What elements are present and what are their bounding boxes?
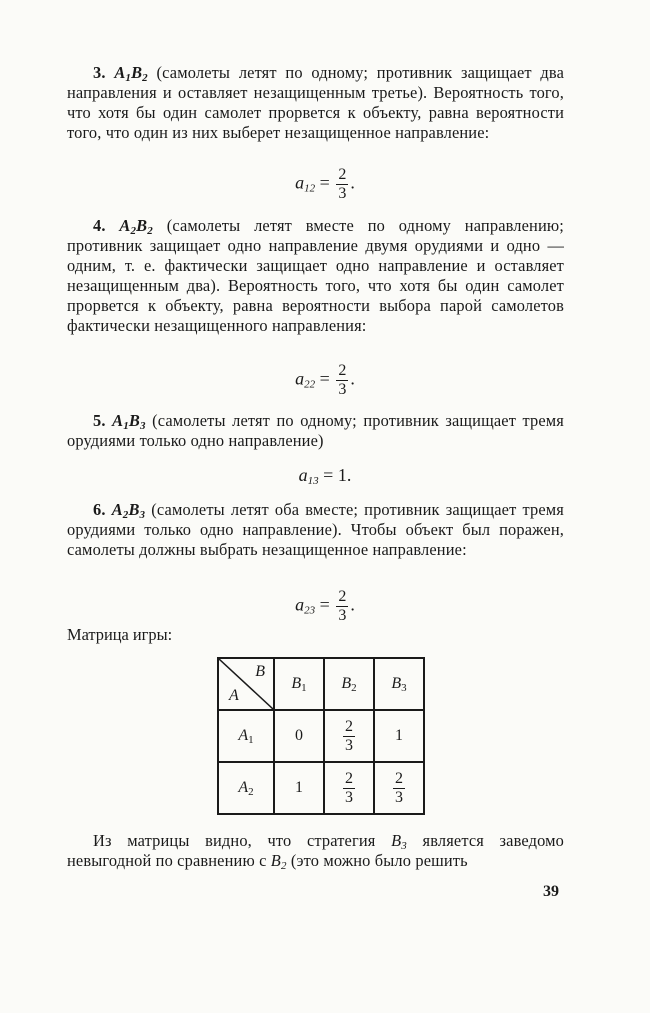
table-cell: $\frac{2}{3}$ — [324, 762, 374, 814]
paragraph-final-body: Из матрицы видно, что стратегия $B_3$ является заведомо невыгодной по сравнению с $B_2$ (это можно было решить — [67, 831, 564, 872]
strategy-pair: $A_1B_3$ — [112, 411, 146, 432]
formula-a22: $a_{22}$ = $\frac{2}{3}$ . — [295, 362, 355, 398]
paragraph-3 — [67, 63, 564, 143]
table-cell: 1 — [374, 710, 424, 762]
item-number: 6. — [93, 500, 106, 519]
paragraph-5 — [67, 411, 564, 451]
table-row — [218, 710, 424, 762]
paragraph-4-body — [67, 216, 564, 336]
row-header: $A_1$ — [218, 710, 274, 762]
formula-a23: $a_{23}$ = $\frac{2}{3}$ . — [295, 588, 355, 624]
strategy-pair: $A_1B_2$ — [114, 63, 148, 84]
column-header: $B_2$ — [324, 658, 374, 710]
game-matrix-table — [217, 657, 425, 815]
row-header: $A_2$ — [218, 762, 274, 814]
paragraph-text: (самолеты летят вместе по одному направлению; противник защищает одно направление двумя орудиями и одно — одним, т. е. фактически защищает одно направление и оставляет незащищенным два). Вероятность того, что хотя бы один самолет прорвется к объекту, равна вероятности выбора парой самолетов фактически незащищенного направления: — [67, 216, 564, 335]
paragraph-final — [67, 831, 564, 871]
matrix-caption: Матрица игры: — [67, 625, 173, 644]
paragraph-6-body — [67, 500, 564, 560]
corner-label-a: A — [229, 687, 239, 704]
table-cell: 1 — [274, 762, 324, 814]
table-cell: $\frac{2}{3}$ — [374, 762, 424, 814]
paragraph-6 — [67, 500, 564, 560]
formula-a13: $a_{13} = 1$. — [298, 465, 352, 487]
paragraph-text: (самолеты летят по одному; противник защищает два направления и оставляет незащищенным третье). Вероятность того, что хотя бы один самолет прорвется к объекту, равна вероятности того, что один из них выберет незащищенное направление: — [67, 63, 564, 142]
column-header: $B_1$ — [274, 658, 324, 710]
strategy-pair: $A_2B_2$ — [119, 216, 153, 237]
fraction: $\frac{2}{3}$ — [338, 166, 347, 202]
paragraph-4 — [67, 216, 564, 336]
table-cell: $\frac{2}{3}$ — [324, 710, 374, 762]
corner-cell — [218, 658, 274, 710]
item-number: 4. — [93, 216, 106, 235]
item-number: 3. — [93, 63, 106, 82]
formula-a12: $a_{12}$ = $\frac{2}{3}$ . — [295, 166, 355, 202]
paragraph-3-body — [67, 63, 564, 143]
strategy-pair: $A_2B_3$ — [111, 500, 146, 521]
table-row — [218, 762, 424, 814]
column-header: $B_3$ — [374, 658, 424, 710]
paragraph-text: (самолеты летят по одному; противник защищает тремя орудиями только одно направление) — [67, 411, 564, 450]
fraction: $\frac{2}{3}$ — [338, 362, 347, 398]
corner-label-b: B — [255, 663, 265, 680]
fraction: $\frac{2}{3}$ — [338, 588, 347, 624]
paragraph-text: (самолеты летят оба вместе; противник защищает тремя орудиями только одно направление). Чтобы объект был поражен, самолеты должны выбрать незащищенное направление: — [67, 500, 564, 559]
page-number: 39 — [543, 883, 559, 900]
table-header-row — [218, 658, 424, 710]
paragraph-5-body — [67, 411, 564, 451]
table-cell: 0 — [274, 710, 324, 762]
item-number: 5. — [93, 411, 106, 430]
